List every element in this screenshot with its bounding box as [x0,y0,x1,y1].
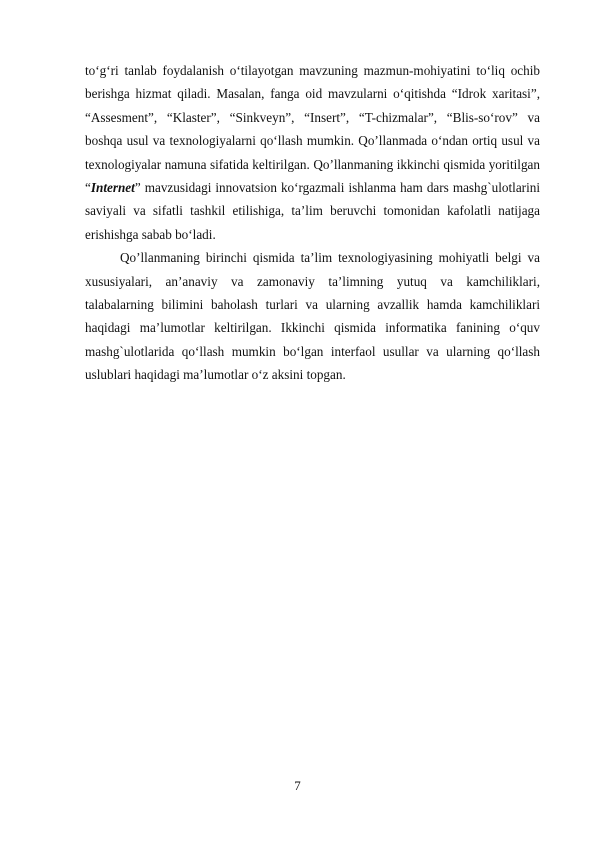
paragraph-1 [85,59,540,246]
body-text [85,59,540,387]
page-number: 7 [294,778,301,793]
emphasis-internet: Internet [90,180,135,196]
paragraph-1-text-end: ” mavzusidagi innovatsion ko‘rgazmali ishlanma ham dars mashg`ulotlarini saviyali va sifatli tashkil etilishiga, ta’lim beruvchi tomonidan kafolatli natijaga erishishga sabab bo‘ladi. [85,180,540,242]
paragraph-2: Qo’llanmaning birinchi qismida ta’lim texnologiyasining mohiyatli belgi va xususiyalari, an’anaviy va zamonaviy ta’limning yutuq va kamchiliklari, talabalarning bilimini baholash turlari va ularning avzallik hamda kamchiliklari haqidagi ma’lumotlar keltirilgan. Ikkinchi qismida informatika fanining o‘quv mashg`ulotlarida qo‘llash mumkin bo‘lgan interfaol usullar va ularning qo‘llash uslublari haqidagi ma’lumotlar o‘z aksini topgan. [85,250,540,383]
paragraph-1-text-start: to‘g‘ri tanlab foydalanish o‘tilayotgan mavzuning mazmun-mohiyatini to‘liq ochib berishga hizmat qiladi. Masalan, fanga oid mavzularni o‘qitishda “Idrok xaritasi”, “Assesment”, “Klaster”, “Sinkveyn”, “Insert”, “T-chizmalar”, “Blis-so‘rov” va boshqa usul va texnologiyalarni qo‘llash mumkin. Qo’llanmada o‘ndan ortiq usul va texnologiyalar namuna sifatida keltirilgan. Qo’llanmaning ikkinchi qismida yoritilgan “ [85,63,540,196]
